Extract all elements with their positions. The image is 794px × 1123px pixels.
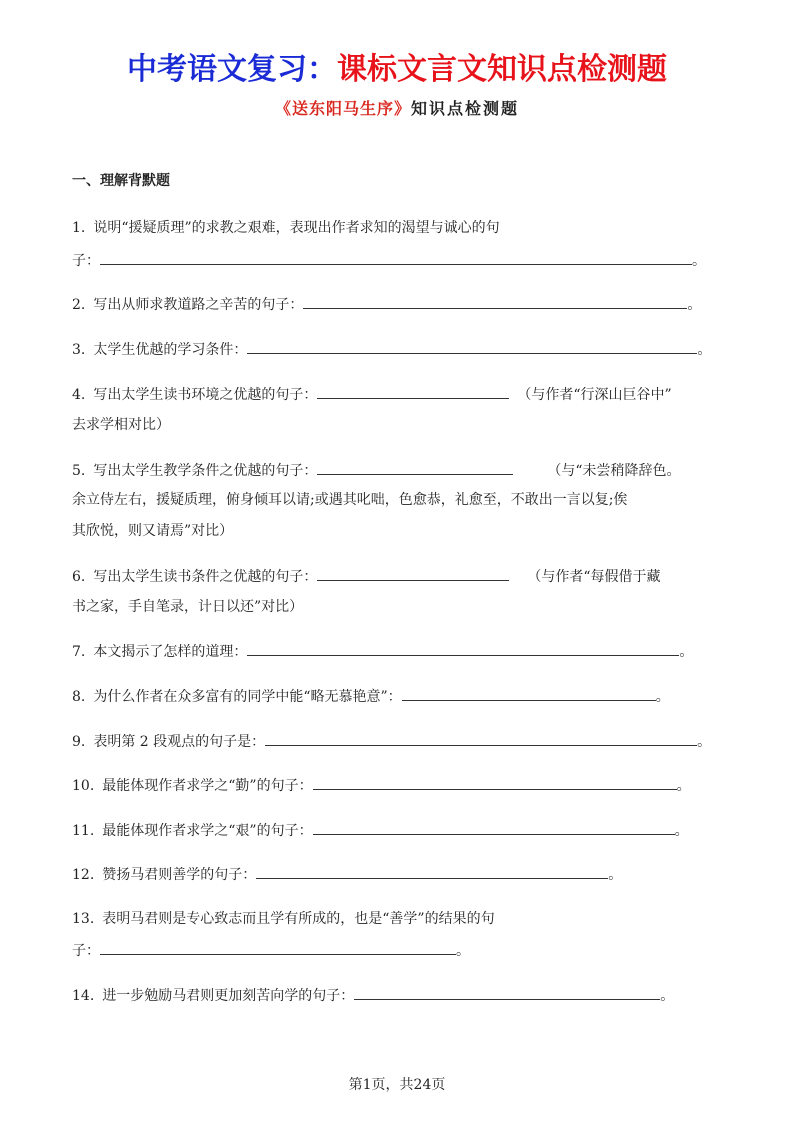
answer-blank[interactable] [256, 864, 608, 879]
question-number: 7. [72, 644, 86, 660]
question-end-mark: 。 [679, 644, 694, 660]
question-13 [72, 909, 732, 929]
question-text: 表明第 2 段观点的句子是： [93, 734, 266, 750]
question-text: 写出太学生教学条件之优越的句子： [93, 463, 318, 479]
question-number: 14. [72, 988, 95, 1004]
question-text: 说明“援疑质理”的求教之艰难，表现出作者求知的渴望与诚心的句 [93, 220, 500, 236]
question-10 [72, 775, 732, 796]
answer-blank[interactable] [313, 775, 677, 790]
question-end-mark: 。 [674, 823, 689, 839]
question-text-continued: 其欣悦，则又请焉”对比） [72, 523, 234, 539]
question-12 [72, 864, 732, 885]
question-text: 写出从师求教道路之辛苦的句子： [93, 297, 304, 313]
question-13-line2 [72, 940, 732, 961]
question-text-continued: 余立侍左右，援疑质理，俯身倾耳以请;或遇其叱咄，色愈恭，礼愈至，不敢出一言以复;俟 [72, 492, 628, 508]
answer-blank[interactable] [100, 250, 692, 265]
question-number: 3. [72, 342, 86, 358]
question-end-mark: 。 [697, 734, 712, 750]
question-number: 12. [72, 867, 95, 883]
question-number: 9. [72, 734, 86, 750]
question-2 [72, 294, 732, 315]
question-8 [72, 686, 732, 707]
question-6 [72, 566, 732, 587]
answer-blank[interactable] [100, 940, 456, 955]
answer-blank[interactable] [317, 460, 513, 475]
subtitle-rest: 知识点检测题 [411, 99, 520, 118]
section-heading: 一、理解背默题 [72, 173, 170, 189]
question-text-continued: 子： [72, 253, 100, 269]
question-number: 1. [72, 220, 86, 236]
question-text-continued: 去求学相对比） [72, 417, 170, 433]
question-note: （与“未尝稍降辞色。 [547, 463, 681, 479]
question-text: 太学生优越的学习条件： [93, 342, 248, 358]
question-number: 6. [72, 569, 86, 585]
answer-blank[interactable] [313, 820, 675, 835]
question-3 [72, 339, 732, 360]
question-6-line2 [72, 597, 732, 617]
question-number: 2. [72, 297, 86, 313]
answer-blank[interactable] [354, 985, 660, 1000]
question-number: 5. [72, 463, 86, 479]
question-text: 本文揭示了怎样的道理： [93, 644, 248, 660]
page-subtitle [0, 97, 794, 121]
question-end-mark: 。 [697, 342, 712, 358]
question-note: （与作者“每假借于藏 [527, 569, 661, 585]
question-text: 最能体现作者求学之“艰”的句子： [102, 823, 313, 839]
question-number: 8. [72, 689, 86, 705]
question-text: 进一步勉励马君则更加刻苦向学的句子： [102, 988, 355, 1004]
question-text: 最能体现作者求学之“勤”的句子： [102, 778, 313, 794]
question-end-mark: 。 [687, 297, 702, 313]
answer-blank[interactable] [265, 731, 697, 746]
question-text: 写出太学生读书条件之优越的句子： [93, 569, 318, 585]
question-number: 10. [72, 778, 95, 794]
question-1 [72, 218, 732, 238]
answer-blank[interactable] [247, 641, 679, 656]
question-number: 13. [72, 911, 95, 927]
question-end-mark: 。 [608, 867, 623, 883]
question-text: 写出太学生读书环境之优越的句子： [93, 387, 318, 403]
question-4-line2 [72, 415, 732, 435]
question-end-mark: 。 [660, 988, 675, 1004]
answer-blank[interactable] [303, 294, 687, 309]
question-text: 表明马君则是专心致志而且学有所成的，也是“善学”的结果的句 [102, 911, 495, 927]
question-text-continued: 书之家，手自笔录，计日以还”对比） [72, 599, 304, 615]
question-number: 11. [72, 823, 95, 839]
question-1-line2 [72, 250, 732, 271]
answer-blank[interactable] [402, 686, 656, 701]
question-5-line3 [72, 521, 732, 541]
answer-blank[interactable] [247, 339, 697, 354]
question-number: 4. [72, 387, 86, 403]
question-4 [72, 384, 732, 405]
question-end-mark: 。 [655, 689, 670, 705]
title-part-red: 课标文言文知识点检测题 [337, 52, 667, 87]
title-part-blue: 中考语文复习： [127, 52, 337, 87]
page-number: 第1页，共24页 [348, 1077, 446, 1093]
page-title [0, 50, 794, 90]
question-text: 赞扬马君则善学的句子： [102, 867, 257, 883]
question-5-line2 [72, 490, 732, 510]
question-end-mark: 。 [676, 778, 691, 794]
answer-blank[interactable] [317, 384, 509, 399]
question-text-continued: 子： [72, 943, 100, 959]
question-11 [72, 820, 732, 841]
answer-blank[interactable] [317, 566, 509, 581]
question-note: （与作者“行深山巨谷中” [517, 387, 672, 403]
question-7 [72, 641, 732, 662]
question-5 [72, 460, 732, 481]
subtitle-book-name: 《送东阳马生序》 [274, 99, 411, 118]
question-9 [72, 731, 732, 752]
question-14 [72, 985, 732, 1006]
question-end-mark: 。 [456, 943, 470, 959]
question-text: 为什么作者在众多富有的同学中能“略无慕艳意”： [93, 689, 402, 705]
question-end-mark: 。 [692, 253, 706, 269]
